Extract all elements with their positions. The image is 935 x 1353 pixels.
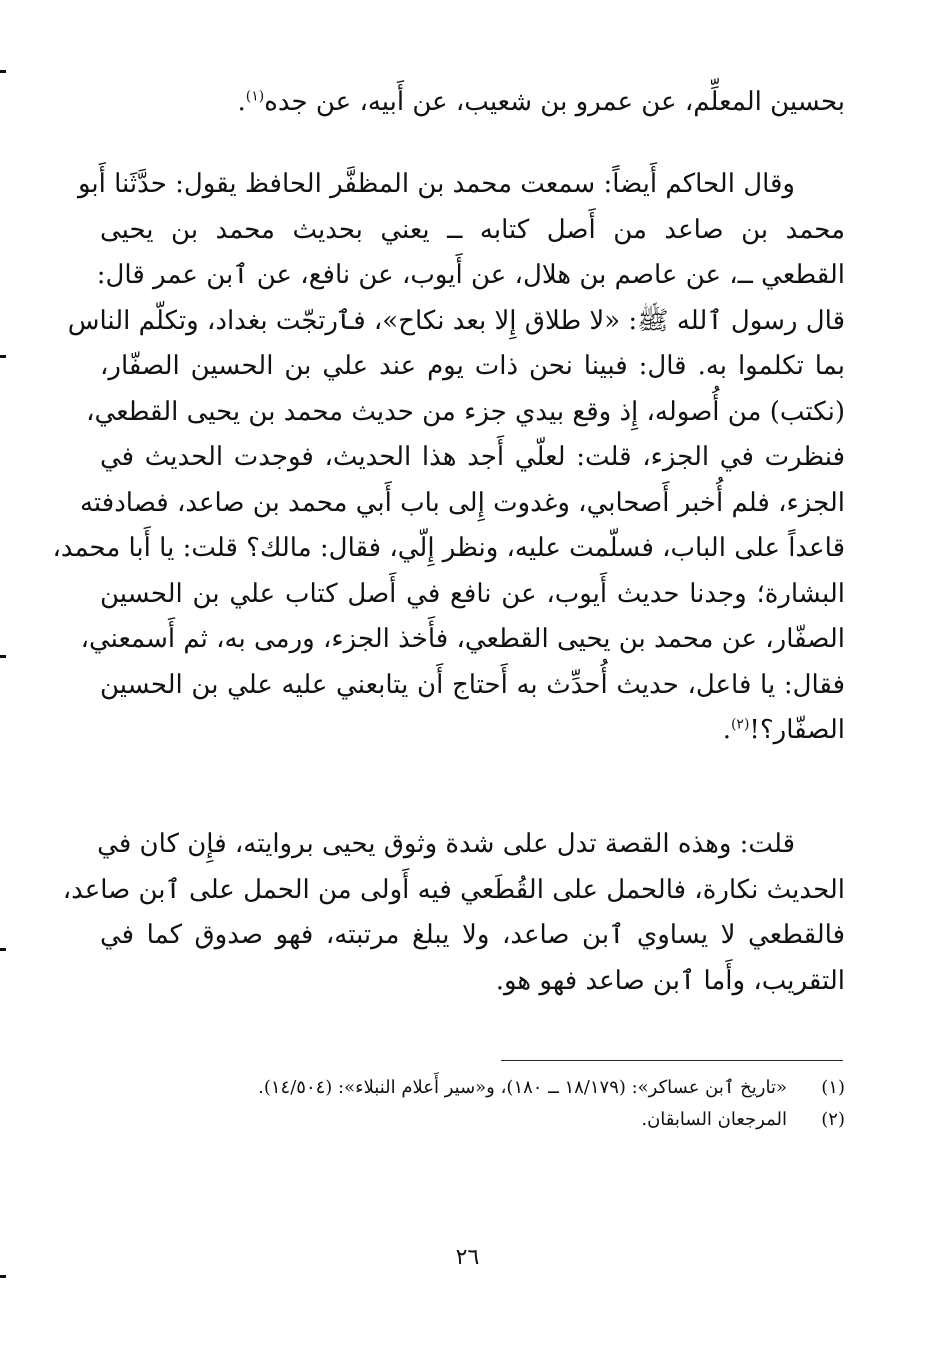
paragraph-line: الصفّار، عن محمد بن يحيى القطعي، فأَخذ الجزء، ورمى به، ثم أَسمعني،: [80, 624, 845, 654]
margin-mark: [0, 948, 6, 951]
paragraph-line: فنظرت في الجزء، قلت: لعلّي أَجد هذا الحديث، فوجدت الحديث في: [100, 442, 846, 472]
paragraph-line: التقريب، وأَما ٱبن صاعد فهو هو.: [495, 965, 845, 996]
footnote-2: [85, 1104, 845, 1136]
paragraph-line: [100, 80, 845, 126]
line-text: بحسين المعلِّم، عن عمرو بن شعيب، عن أَبيه، عن جده: [264, 87, 845, 117]
paragraph-line: [100, 708, 845, 754]
paragraph-line: الجزء، فلم أُخبر أَصحابي، وغدوت إِلى باب أَبي محمد بن صاعد، فصادفته: [79, 487, 845, 518]
footnote-text: «تاريخ ٱبن عساكر»: (١٨/١٧٩ ــ ١٨٠)، و«سير أَعلام النبلاء»: (١٤/٥٠٤).: [258, 1077, 787, 1098]
margin-mark: [0, 70, 6, 73]
line-text: الصفّار؟!: [749, 715, 845, 745]
paragraph-line: وقال الحاكم أَيضاً: سمعت محمد بن المظفَّر الحافظ يقول: حدَّثَنا أَبو: [77, 169, 795, 199]
paragraph-line: قلت: وهذه القصة تدل على شدة وثوق يحيى بروايته، فإِن كان في: [97, 829, 795, 859]
paragraph-1: [100, 80, 845, 126]
footnote-number: (٢): [821, 1109, 845, 1130]
paragraph-line: محمد بن صاعد من أَصل كتابه ــ يعني بحديث محمد بن يحيى: [100, 214, 845, 245]
margin-mark: [0, 655, 6, 658]
line-tail: .: [722, 715, 731, 745]
paragraph-line: القطعي ــ، عن عاصم بن هلال، عن أَيوب، عن نافع، عن ٱبن عمر قال:: [96, 260, 845, 290]
footnotes: [85, 1072, 845, 1136]
paragraph-line: البشارة؛ وجدنا حديث أَيوب، عن نافع في أَصل كتاب علي بن الحسين: [100, 578, 845, 609]
page-number: ٢٦: [455, 1245, 480, 1270]
footnote-ref[interactable]: (١): [245, 88, 265, 105]
footnote-text: المرجعان السابقان.: [641, 1109, 787, 1130]
paragraph-line: فقال: يا فاعل، حديث أُحدِّث به أَحتاج أَن يتابعني عليه علي بن الحسين: [100, 669, 845, 700]
footnote-ref[interactable]: (٢): [730, 716, 750, 733]
footnote-divider: [501, 1060, 843, 1061]
paragraph-2: [52, 162, 846, 754]
paragraph-line: بما تكلموا به. قال: فبينا نحن ذات يوم عند علي بن الحسين الصفّار،: [100, 351, 845, 381]
footnote-number: (١): [821, 1077, 845, 1098]
paragraph-line: الحديث نكارة، فالحمل على القُطَعي فيه أَولى من الحمل على ٱبن صاعد،: [62, 874, 845, 905]
paragraph-line: قاعداً على الباب، فسلّمت عليه، ونظر إِلّي، فقال: مالك؟ قلت: يا أَبا محمد،: [52, 533, 845, 563]
footnote-1: [85, 1072, 845, 1104]
line-tail: .: [237, 87, 246, 117]
margin-mark: [0, 1275, 6, 1278]
paragraph-3: [62, 822, 845, 1004]
paragraph-line: فالقطعي لا يساوي ٱبن صاعد، ولا يبلغ مرتبته، فهو صدوق كما في: [100, 920, 845, 950]
paragraph-line: (نكتب) من أُصوله، إِذ وقع بيدي جزء من حديث محمد بن يحيى القطعي،: [86, 396, 845, 427]
paragraph-line: قال رسول ٱلله ﷺ: «لا طلاق إِلا بعد نكاح»، فٱرتجّت بغداد، وتكلّم الناس: [67, 305, 845, 336]
margin-mark: [0, 355, 6, 358]
